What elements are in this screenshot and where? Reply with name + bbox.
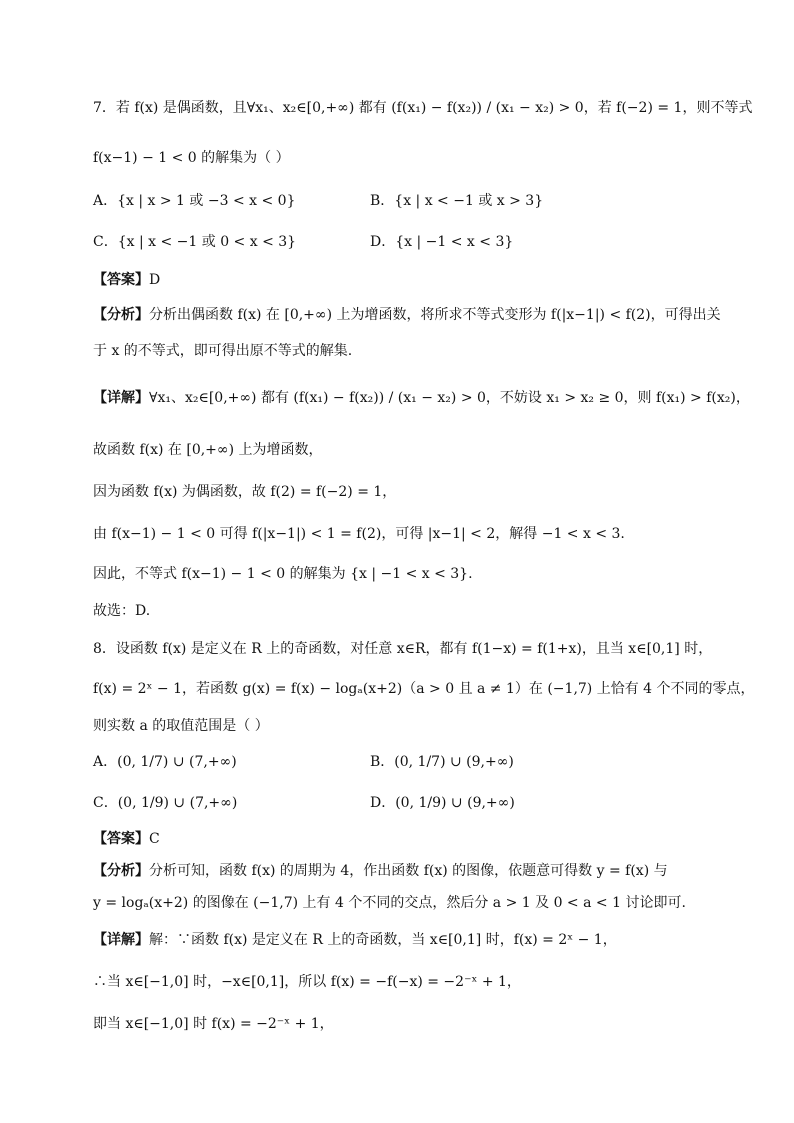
q8-analysis-text1: 分析可知，函数 f(x) 的周期为 4，作出函数 f(x) 的图像，依题意可得数 y = f(x) 与 <box>149 863 668 879</box>
q7-analysis-tag: 【分析】 <box>93 307 149 323</box>
q8-analysis-line2: y = logₐ(x+2) 的图像在 (−1,7) 上有 4 个不同的交点，然后分 a > 1 及 0 < a < 1 讨论即可. <box>93 895 686 911</box>
q7-analysis-line2: 于 x 的不等式，即可得出原不等式的解集. <box>93 343 353 359</box>
q7-analysis-text1: 分析出偶函数 f(x) 在 [0,+∞) 上为增函数，将所求不等式变形为 f(|x−1|) < f(2)，可得出关 <box>149 307 721 323</box>
q7-detail-text1: ∀x₁、x₂∈[0,+∞) 都有 (f(x₁) − f(x₂)) / (x₁ − x₂) > 0，不妨设 x₁ > x₂ ≥ 0，则 f(x₁) > f(x₂)， <box>149 390 750 406</box>
q8-detail-line1 <box>93 930 617 950</box>
q7-detail-line1 <box>93 388 750 408</box>
q7-option-b: B．{x | x < −1 或 x > 3} <box>370 193 544 209</box>
q8-stem-line1: 8．设函数 f(x) 是定义在 R 上的奇函数，对任意 x∈R，都有 f(1−x) = f(1+x)，且当 x∈[0,1] 时， <box>93 641 713 657</box>
q8-analysis-line1 <box>93 861 668 881</box>
q7-stem-line2: f(x−1) − 1 < 0 的解集为（ ） <box>93 150 290 166</box>
q7-detail-line2: 故函数 f(x) 在 [0,+∞) 上为增函数， <box>93 442 323 458</box>
q8-analysis-tag: 【分析】 <box>93 863 149 879</box>
q7-option-a: A．{x | x > 1 或 −3 < x < 0} <box>93 193 296 209</box>
q8-detail-tag: 【详解】 <box>93 932 149 948</box>
q7-detail-line4: 由 f(x−1) − 1 < 0 可得 f(|x−1|) < 1 = f(2)，可得 |x−1| < 2，解得 −1 < x < 3. <box>93 526 625 542</box>
q7-stem-line1: 7．若 f(x) 是偶函数，且∀x₁、x₂∈[0,+∞) 都有 (f(x₁) − f(x₂)) / (x₁ − x₂) > 0，若 f(−2) = 1，则不等式 <box>93 100 753 116</box>
q7-answer <box>93 270 160 290</box>
q8-detail-text1: 解：∵函数 f(x) 是定义在 R 上的奇函数，当 x∈[0,1] 时，f(x) = 2ˣ − 1， <box>149 932 617 948</box>
q8-option-a: A．(0, 1/7) ∪ (7,+∞) <box>93 754 237 770</box>
q8-answer <box>93 829 160 849</box>
q8-detail-line3: 即当 x∈[−1,0] 时 f(x) = −2⁻ˣ + 1， <box>93 1016 334 1032</box>
q8-detail-line2: ∴当 x∈[−1,0] 时，−x∈[0,1]，所以 f(x) = −f(−x) = −2⁻ˣ + 1， <box>93 974 521 990</box>
q7-conclusion: 故选：D. <box>93 603 151 619</box>
q8-answer-value: C <box>149 831 160 847</box>
q7-detail-tag: 【详解】 <box>93 390 149 406</box>
q7-answer-tag: 【答案】 <box>93 272 149 288</box>
q8-option-d: D．(0, 1/9) ∪ (9,+∞) <box>370 795 515 811</box>
q8-stem-line2: f(x) = 2ˣ − 1，若函数 g(x) = f(x) − logₐ(x+2)（a > 0 且 a ≠ 1）在 (−1,7) 上恰有 4 个不同的零点， <box>93 681 755 697</box>
q7-option-d: D．{x | −1 < x < 3} <box>370 234 514 250</box>
q8-stem-line3: 则实数 a 的取值范围是（ ） <box>93 718 269 734</box>
q8-answer-tag: 【答案】 <box>93 831 149 847</box>
q8-option-b: B．(0, 1/7) ∪ (9,+∞) <box>370 754 514 770</box>
q7-option-c: C．{x | x < −1 或 0 < x < 3} <box>93 234 297 250</box>
q8-option-c: C．(0, 1/9) ∪ (7,+∞) <box>93 795 238 811</box>
q7-answer-value: D <box>149 272 161 288</box>
q7-detail-line5: 因此，不等式 f(x−1) − 1 < 0 的解集为 {x | −1 < x < 3}. <box>93 566 473 582</box>
q7-analysis-line1 <box>93 305 721 325</box>
q7-detail-line3: 因为函数 f(x) 为偶函数，故 f(2) = f(−2) = 1， <box>93 484 397 500</box>
